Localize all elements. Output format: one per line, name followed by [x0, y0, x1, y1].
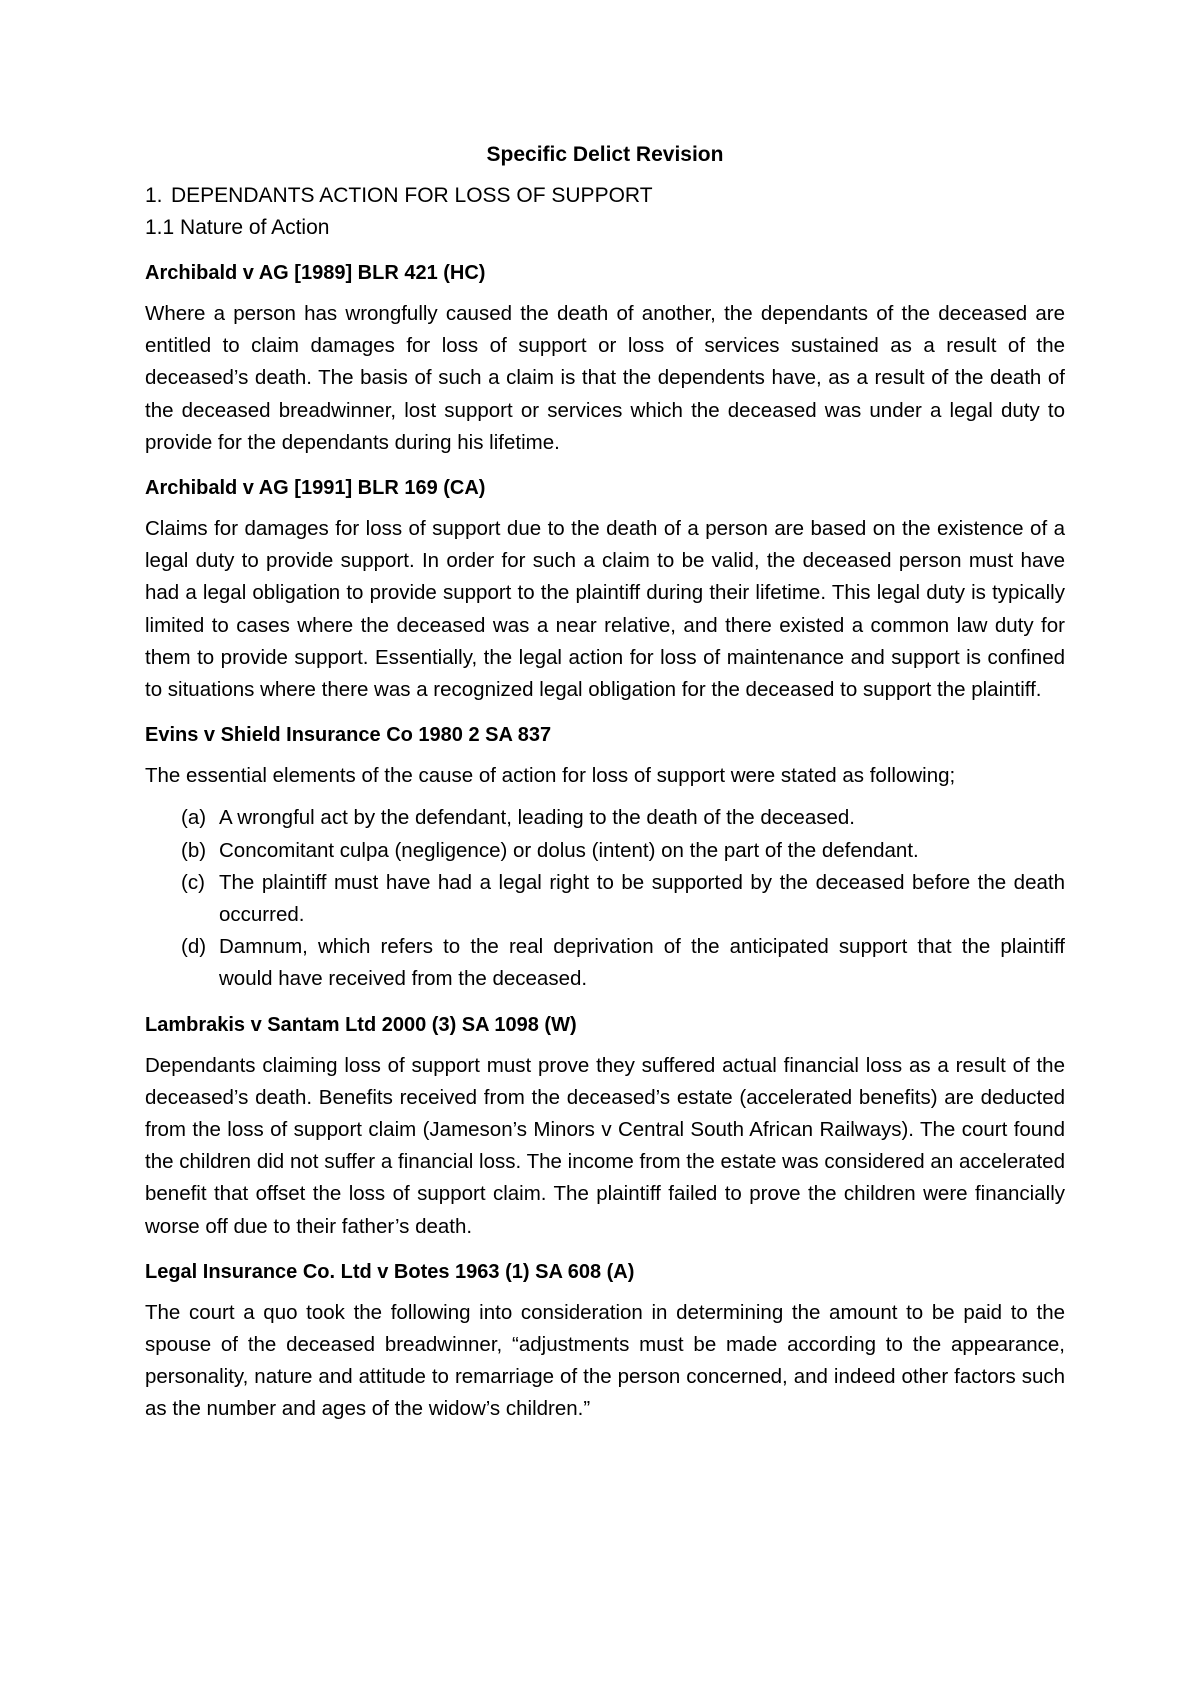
case-summary-archibald-1991: Claims for damages for loss of support due to the death of a person are based on the existence of a legal duty to provide support. In order for such a claim to be valid, the deceased person must have had a legal obligation to provide support to the plaintiff during their lifetime. This legal duty is typically limited to cases where the deceased was a near relative, and there existed a common law duty for them to provide support. Essentially, the legal action for loss of maintenance and support is confined to situations where there was a recognized legal obligation for the deceased to support the plaintiff.	[145, 517, 1065, 702]
document-page	[145, 140, 1065, 1426]
case-title-evins: Evins v Shield Insurance Co 1980 2 SA 837	[145, 724, 552, 747]
list-item	[145, 867, 1065, 931]
case-summary-botes: The court a quo took the following into consideration in determining the amount to be paid to the spouse of the deceased breadwinner, “adjustments must be made according to the appearance, personality, nature and attitude to remarriage of the person concerned, and indeed other factors such as the number and ages of the widow’s children.”	[145, 1300, 1065, 1421]
list-marker: (b)	[181, 838, 207, 862]
list-item	[145, 802, 1065, 834]
document-title: Specific Delict Revision	[486, 143, 724, 166]
section-heading-1	[145, 180, 1065, 212]
list-marker: (c)	[181, 870, 205, 894]
list-item-text: The plaintiff must have had a legal right to be supported by the deceased before the death occurred.	[219, 870, 1065, 927]
list-marker: (d)	[181, 935, 207, 959]
case-summary-evins: The essential elements of the cause of action for loss of support were stated as following;	[145, 764, 956, 788]
list-item-text: Damnum, which refers to the real deprivation of the anticipated support that the plaintiff would have received from the deceased.	[219, 935, 1065, 991]
list-marker: (a)	[181, 806, 207, 830]
list-item-text: Concomitant culpa (negligence) or dolus (intent) on the part of the defendant.	[219, 838, 919, 862]
elements-list	[145, 802, 1065, 995]
case-title-botes: Legal Insurance Co. Ltd v Botes 1963 (1) SA 608 (A)	[145, 1260, 635, 1283]
case-summary-archibald-1989: Where a person has wrongfully caused the death of another, the dependants of the deceased are entitled to claim damages for loss of support or loss of services sustained as a result of the deceased’s death. The basis of such a claim is that the dependents have, as a result of the death of the deceased breadwinner, lost support or services which the deceased was under a legal duty to provide for the dependants during his lifetime.	[145, 302, 1065, 454]
subsection-heading-1-1: 1.1 Nature of Action	[145, 216, 330, 239]
case-title-lambrakis: Lambrakis v Santam Ltd 2000 (3) SA 1098 (W)	[145, 1013, 577, 1036]
section-number: 1.	[145, 184, 163, 207]
list-item-text: A wrongful act by the defendant, leading to the death of the deceased.	[219, 806, 855, 830]
case-summary-lambrakis: Dependants claiming loss of support must prove they suffered actual financial loss as a result of the deceased’s death. Benefits received from the deceased’s estate (accelerated benefits) are deducted from the loss of support claim (Jameson’s Minors v Central South African Railways). The court found the children did not suffer a financial loss. The income from the estate was considered an accelerated benefit that offset the loss of support claim. The plaintiff failed to prove the children were financially worse off due to their father’s death.	[145, 1053, 1065, 1238]
list-item	[145, 931, 1065, 995]
case-title-archibald-1991: Archibald v AG [1991] BLR 169 (CA)	[145, 477, 486, 500]
section-heading-text: DEPENDANTS ACTION FOR LOSS OF SUPPORT	[171, 184, 653, 207]
list-item	[145, 835, 1065, 867]
case-title-archibald-1989: Archibald v AG [1989] BLR 421 (HC)	[145, 262, 486, 284]
